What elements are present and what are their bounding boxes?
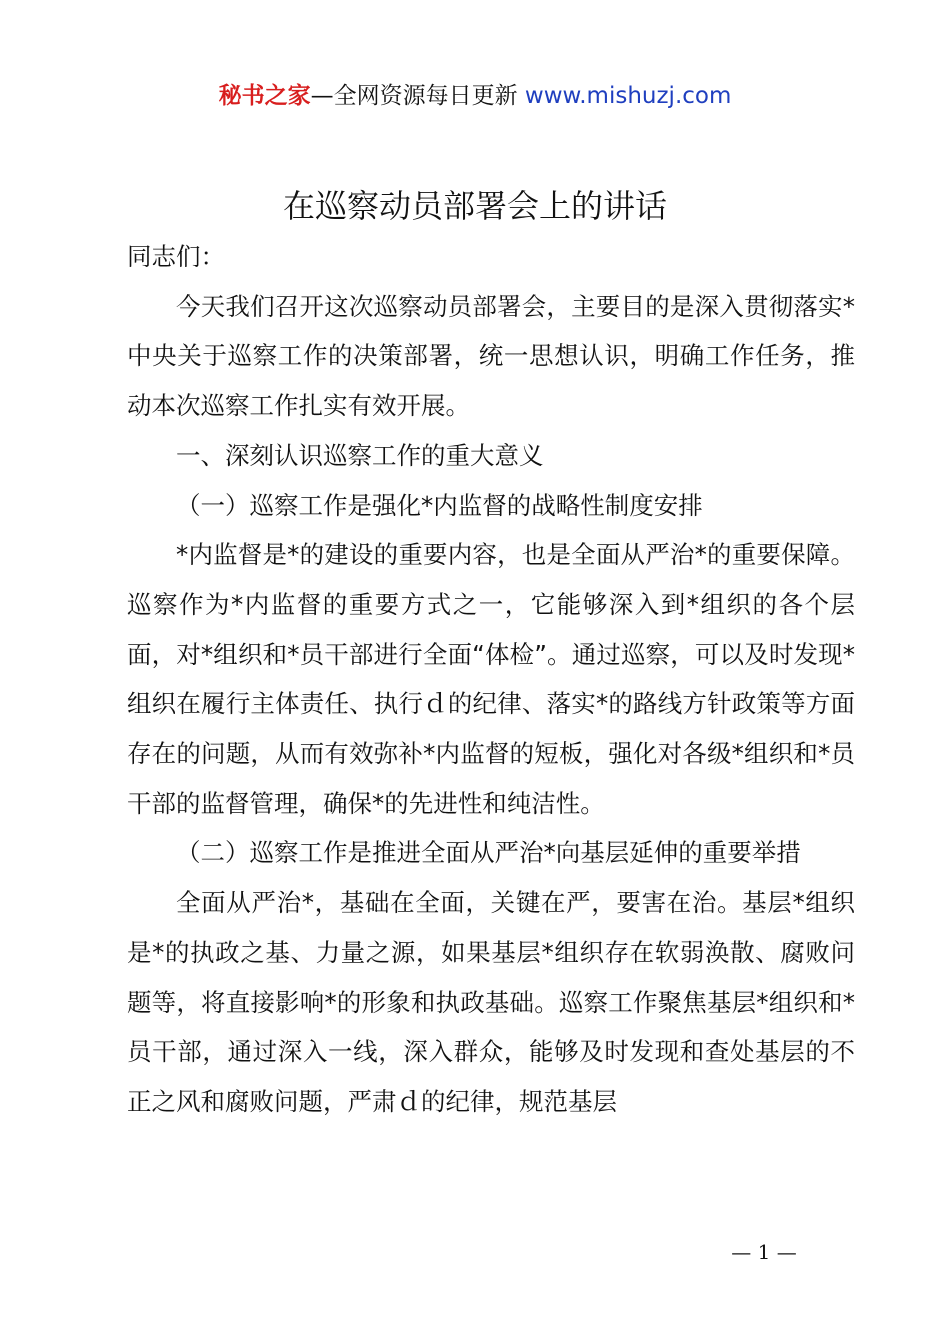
site-header: [0, 80, 950, 112]
page-number: — 1 —: [731, 1240, 797, 1264]
document-title: 在巡察动员部署会上的讲话: [282, 187, 667, 225]
document-body: [127, 232, 855, 1127]
subsection-heading-2: （二）巡察工作是推进全面从严治*向基层延伸的重要举措: [176, 838, 801, 868]
paragraph-grassroots: 全面从严治*，基础在全面，关键在严，要害在治。基层*组织是*的执政之基、力量之源，如果基层*组织存在软弱涣散、腐败问题等，将直接影响*的形象和执政基础。巡察工作聚焦基层*组织和*员干部，通过深入一线，深入群众，能够及时发现和查处基层的不正之风和腐败问题，严肃ｄ的纪律，规范基层: [127, 888, 855, 1116]
section-heading-1: 一、深刻认识巡察工作的重大意义: [176, 440, 544, 470]
subsection-heading-1: （一）巡察工作是强化*内监督的战略性制度安排: [176, 490, 703, 520]
header-tagline: —全网资源每日更新: [310, 83, 525, 109]
paragraph-supervision: *内监督是*的建设的重要内容，也是全面从严治*的重要保障。巡察作为*内监督的重要方式之一，它能够深入到*组织的各个层面，对*组织和*员干部进行全面“体检”。通过巡察，可以及时发现*组织在履行主体责任、执行ｄ的纪律、落实*的路线方针政策等方面存在的问题，从而有效弥补*内监督的短板，强化对各级*组织和*员干部的监督管理，确保*的先进性和纯洁性。: [127, 540, 855, 818]
paragraph-intro: 今天我们召开这次巡察动员部署会，主要目的是深入贯彻落实*中央关于巡察工作的决策部署，统一思想认识，明确工作任务，推动本次巡察工作扎实有效开展。: [127, 291, 855, 421]
salutation: 同志们：: [127, 242, 225, 271]
brand-name: 秘书之家: [218, 83, 311, 109]
site-url-link[interactable]: www.mishuzj.com: [524, 83, 732, 109]
